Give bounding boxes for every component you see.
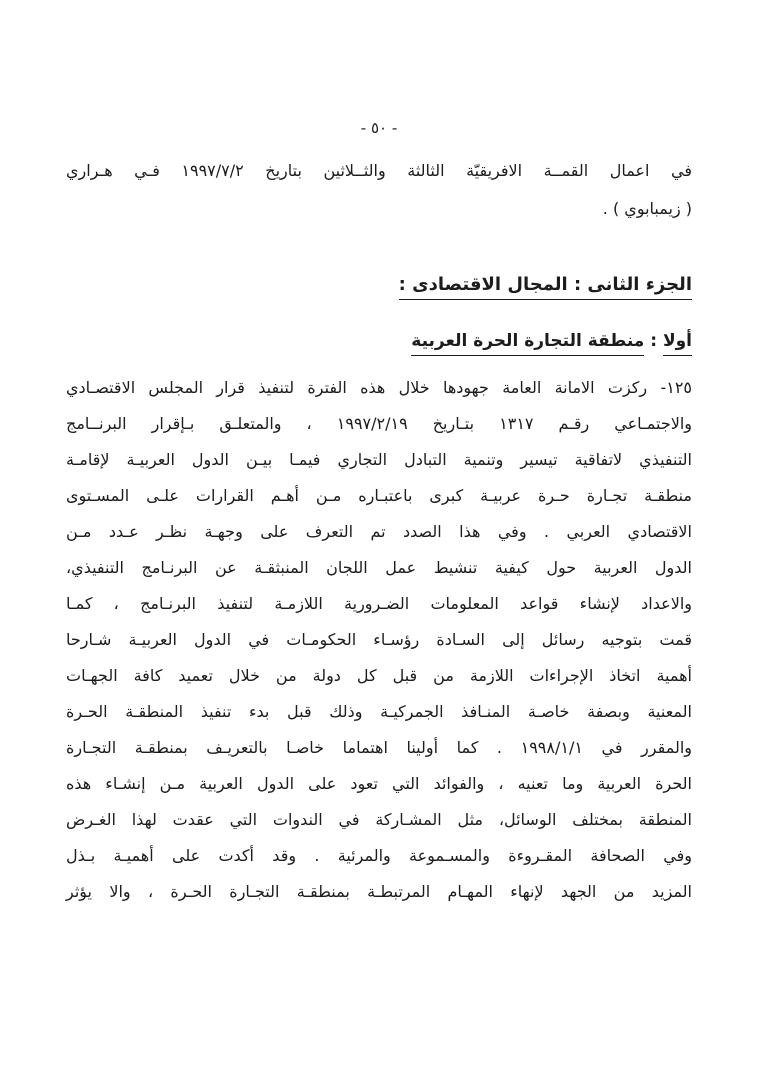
- body-line: الاقتصادي العربي . وفي هذا الصدد تم التعرف على وجهـة نظـر عـدد مـن: [66, 522, 692, 541]
- body-line: والاعداد لإنشاء قواعد المعلومات الضـرورية اللازمـة لتنفيذ البرنـامج ، كمـا: [66, 594, 692, 613]
- body-paragraph: [66, 370, 692, 910]
- body-line: أهمية اتخاذ الإجراءات اللازمة من قبل كل دولة من خلال تعميد كافة الجهـات: [66, 666, 692, 685]
- body-line: وفي الصحافة المقـروءة والمسـموعة والمرئية . وقد أكدت على أهميـة بـذل: [66, 846, 692, 865]
- body-line: منطقـة تجـارة حـرة عربيـة كبرى باعتبـاره مـن أهـم القرارات علـى المسـتوى: [66, 486, 692, 505]
- body-line: ١٢٥- ركزت الامانة العامة جهودها خلال هذه الفترة لتنفيذ قرار المجلس الاقتصـادي: [66, 378, 692, 397]
- subsection-title: منطقة التجارة الحرة العربية: [411, 331, 644, 356]
- body-line: التنفيذي لاتفاقية تيسير وتنمية التبادل التجاري فيمـا بيـن الدول العربيـة لإقامـة: [66, 450, 692, 469]
- section-heading: [66, 272, 692, 298]
- body-line: المنطقة بمختلف الوسائل، مثل المشـاركة في الندوات التي عقدت لهذا الغـرض: [66, 810, 692, 829]
- body-line: والاجتمـاعي رقـم ١٣١٧ بتـاريخ ١٩٩٧/٢/١٩ ، والمتعلـق بـإقرار البرنــامج: [66, 414, 693, 433]
- body-line: قمت بتوجيه رسائل إلى السـادة رؤسـاء الحكومـات في الدول العربيـة شـارحا: [66, 630, 692, 649]
- page-number: - ٥٠ -: [360, 119, 398, 137]
- subsection-label: أولا: [663, 331, 692, 356]
- body-line: المزيد من الجهد لإنهاء المهـام المرتبطـة بمنطقـة التجـارة الحـرة ، والا يؤثر: [66, 882, 692, 901]
- body-line: والمقرر في ١٩٩٨/١/١ . كما أولينا اهتماما خاصـا بالتعريـف بمنطقـة التجـارة: [66, 738, 693, 757]
- subsection-separator: :: [644, 331, 663, 351]
- body-line: الدول العربية حول كيفية تنشيط عمل اللجان المنبثقـة عن البرنـامج التنفيذي،: [66, 558, 692, 577]
- body-line: المعنية وبصفة خاصـة المنـافذ الجمركيـة وذلك قبل بدء تنفيذ المنطقـة الحـرة: [66, 702, 692, 721]
- intro-line: ( زيمبابوي ) .: [602, 199, 692, 218]
- section-heading-text: الجزء الثانى : المجال الاقتصادى :: [399, 274, 692, 300]
- body-line: الحرة العربية وما تعنيه ، والفوائد التي تعود على الدول العربية مـن إنشـاء هذه: [66, 774, 692, 793]
- intro-paragraph: [66, 152, 692, 228]
- subsection-heading: [66, 328, 692, 354]
- intro-line: في اعمال القمــة الافريقيّة الثالثة والثــلاثين بتاريخ ١٩٩٧/٧/٢ فـي هـراري: [66, 161, 693, 180]
